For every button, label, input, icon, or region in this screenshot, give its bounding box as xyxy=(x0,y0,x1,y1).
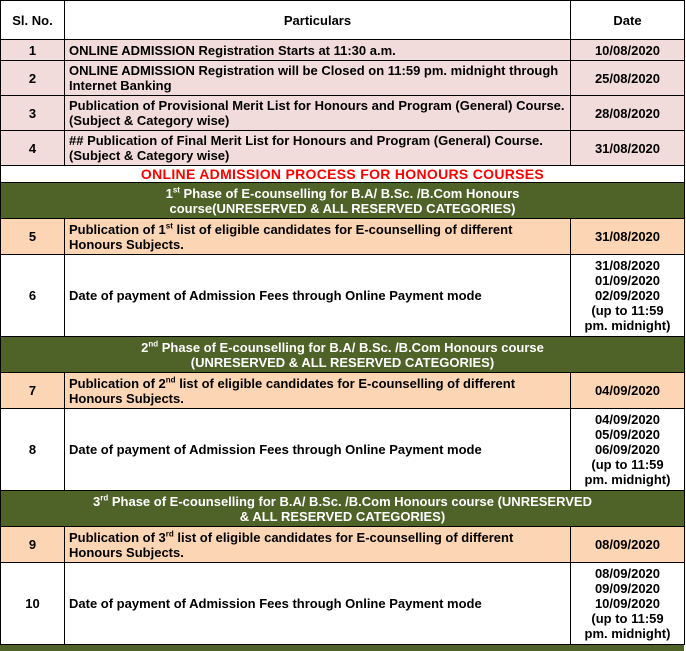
table-row xyxy=(1,96,685,131)
phase-header-row xyxy=(1,337,685,373)
phase-title-line2: course(UNRESERVED & ALL RESERVED CATEGORIES) xyxy=(169,200,516,216)
phase-number: 2 xyxy=(141,339,149,355)
phase-header-row xyxy=(1,183,685,219)
table-row xyxy=(1,255,685,337)
phase-header-row xyxy=(1,491,685,527)
header-row xyxy=(1,1,685,40)
phase-number: 1 xyxy=(165,185,173,201)
phase-title xyxy=(1,337,685,373)
next-phase-bar-partial xyxy=(0,645,684,651)
header-sl-no: Sl. No. xyxy=(1,1,65,40)
table-row xyxy=(1,527,685,563)
row-particulars: Date of payment of Admission Fees through Online Payment mode xyxy=(65,563,571,645)
phase-title-line1: Phase of E-counselling for B.A/ B.Sc. /B.Com Honours course xyxy=(158,339,544,355)
phase-title xyxy=(1,183,685,219)
table-row xyxy=(1,40,685,61)
phase-ordinal: rd xyxy=(100,493,109,503)
section-title-row xyxy=(1,166,685,183)
row-sl: 8 xyxy=(1,409,65,491)
row-sl: 1 xyxy=(1,40,65,61)
row-date: 31/08/2020 xyxy=(571,219,685,255)
row-particulars: ONLINE ADMISSION Registration will be Closed on 11:59 pm. midnight through Internet Banking xyxy=(65,61,571,96)
row-date-list: 04/09/2020 05/09/2020 06/09/2020 (up to 11:59 pm. midnight) xyxy=(571,409,685,491)
section-title: ONLINE ADMISSION PROCESS FOR HONOURS COURSES xyxy=(1,166,685,183)
table-row xyxy=(1,373,685,409)
phase-title-line2: (UNRESERVED & ALL RESERVED CATEGORIES) xyxy=(190,354,495,370)
row-particulars: Publication of 2nd list of eligible candidates for E-counselling of different Honours Subjects. xyxy=(65,373,571,409)
row-particulars: Date of payment of Admission Fees through Online Payment mode xyxy=(65,409,571,491)
row-particulars: ONLINE ADMISSION Registration Starts at 11:30 a.m. xyxy=(65,40,571,61)
header-date: Date xyxy=(571,1,685,40)
row-sl: 5 xyxy=(1,219,65,255)
table-row xyxy=(1,409,685,491)
row-date-list: 31/08/2020 01/09/2020 02/09/2020 (up to 11:59 pm. midnight) xyxy=(571,255,685,337)
phase-number: 3 xyxy=(93,493,101,509)
row-sl: 2 xyxy=(1,61,65,96)
row-sl: 10 xyxy=(1,563,65,645)
row-date: 31/08/2020 xyxy=(571,131,685,166)
row-date-list: 08/09/2020 09/09/2020 10/09/2020 (up to 11:59 pm. midnight) xyxy=(571,563,685,645)
row-particulars: ## Publication of Final Merit List for Honours and Program (General) Course.(Subject & Category wise) xyxy=(65,131,571,166)
row-sl: 6 xyxy=(1,255,65,337)
phase-ordinal: nd xyxy=(148,339,159,349)
row-sl: 4 xyxy=(1,131,65,166)
row-date: 04/09/2020 xyxy=(571,373,685,409)
table-row xyxy=(1,563,685,645)
row-particulars: Date of payment of Admission Fees through Online Payment mode xyxy=(65,255,571,337)
row-sl: 7 xyxy=(1,373,65,409)
row-particulars: Publication of 1st list of eligible candidates for E-counselling of different Honours Subjects. xyxy=(65,219,571,255)
table-row xyxy=(1,131,685,166)
row-sl: 9 xyxy=(1,527,65,563)
row-date: 25/08/2020 xyxy=(571,61,685,96)
table-row xyxy=(1,219,685,255)
row-particulars: Publication of 3rd list of eligible candidates for E-counselling of different Honours Subjects. xyxy=(65,527,571,563)
phase-ordinal: st xyxy=(172,185,180,195)
phase-title-line1: Phase of E-counselling for B.A/ B.Sc. /B.Com Honours xyxy=(179,185,520,201)
phase-title-line2: & ALL RESERVED CATEGORIES) xyxy=(239,508,446,524)
header-particulars: Particulars xyxy=(65,1,571,40)
table-row xyxy=(1,61,685,96)
phase-title xyxy=(1,491,685,527)
phase-title-line1: Phase of E-counselling for B.A/ B.Sc. /B.Com Honours course (UNRESERVED xyxy=(108,493,592,509)
row-date: 10/08/2020 xyxy=(571,40,685,61)
row-date: 28/08/2020 xyxy=(571,96,685,131)
row-particulars: Publication of Provisional Merit List for Honours and Program (General) Course. (Subject & Category wise) xyxy=(65,96,571,131)
row-date: 08/09/2020 xyxy=(571,527,685,563)
row-sl: 3 xyxy=(1,96,65,131)
